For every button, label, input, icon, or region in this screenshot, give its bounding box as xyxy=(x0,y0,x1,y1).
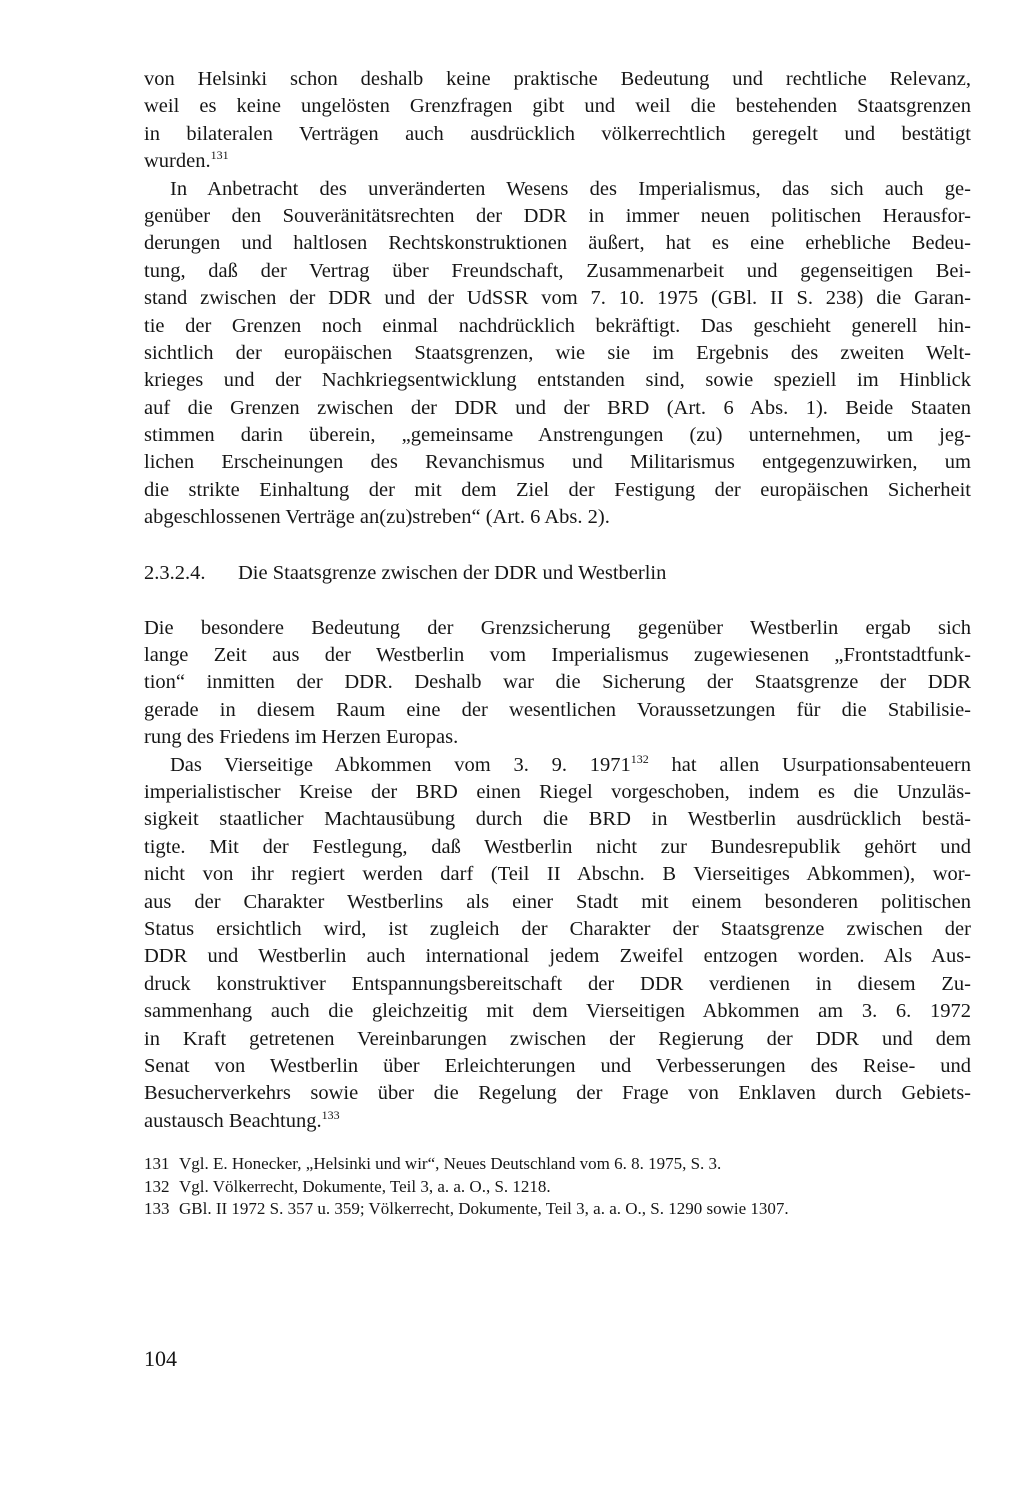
text-line xyxy=(144,752,971,779)
text-fragment: wurden. xyxy=(144,150,211,173)
text-line xyxy=(144,148,971,175)
text-line: aus der Charakter Westberlins als einer Stadt mit einem besonderen politischen xyxy=(144,890,971,913)
footnote-ref-133: 133 xyxy=(321,1107,340,1122)
section-title: Die Staatsgrenze zwischen der DDR und Westberlin xyxy=(238,561,667,584)
text-line: derungen und haltlosen Rechtskonstruktionen äußert, hat es eine erhebliche Bedeu- xyxy=(144,232,971,255)
text-line: weil es keine ungelösten Grenzfragen gibt und weil die bestehenden Staatsgrenzen xyxy=(144,95,971,118)
text-line: rung des Friedens im Herzen Europas. xyxy=(144,726,459,749)
text-line: sigkeit staatlicher Machtausübung durch die BRD in Westberlin ausdrücklich bestä- xyxy=(144,808,971,831)
text-line: lichen Erscheinungen des Revanchismus und Militarismus entgegenzuwirken, um xyxy=(144,451,971,474)
text-line: sichtlich der europäischen Staatsgrenzen, wie sie im Ergebnis des zweiten Welt- xyxy=(144,341,971,364)
text-line: in Kraft getretenen Vereinbarungen zwischen der Regierung der DDR und dem xyxy=(144,1027,971,1050)
text-line: stand zwischen der DDR und der UdSSR vom 7. 10. 1975 (GBl. II S. 238) die Garan- xyxy=(144,287,971,310)
text-line: DDR und Westberlin auch international jedem Zweifel entzogen worden. Als Aus- xyxy=(144,945,971,968)
footnote-132 xyxy=(144,1176,971,1199)
footnotes xyxy=(144,1153,971,1221)
text-line: tigte. Mit der Festlegung, daß Westberlin nicht zur Bundesrepublik gehört und xyxy=(144,835,971,858)
footnote-133 xyxy=(144,1198,971,1221)
text-line: Besucherverkehrs sowie über die Regelung der Frage von Enklaven durch Gebiets- xyxy=(144,1082,971,1105)
text-line: Die besondere Bedeutung der Grenzsicherung gegenüber Westberlin ergab sich xyxy=(144,616,971,639)
page-body xyxy=(144,66,971,1221)
paragraph-3 xyxy=(144,615,971,752)
text-line: auf die Grenzen zwischen der DDR und der BRD (Art. 6 Abs. 1). Beide Staaten xyxy=(144,396,971,419)
text-line: gerade in diesem Raum eine der wesentlichen Voraussetzungen für die Stabilisie- xyxy=(144,698,971,721)
footnote-ref-131: 131 xyxy=(210,148,229,163)
footnote-131 xyxy=(144,1153,971,1176)
footnote-text: Vgl. E. Honecker, „Helsinki und wir“, Neues Deutschland vom 6. 8. 1975, S. 3. xyxy=(179,1154,722,1174)
footnote-number: 133 xyxy=(144,1199,170,1219)
footnote-number: 131 xyxy=(144,1154,170,1174)
text-line: von Helsinki schon deshalb keine praktische Bedeutung und rechtliche Relevanz, xyxy=(144,68,971,90)
text-fragment: hat allen Usurpationsabenteuern xyxy=(648,753,971,776)
text-line: die strikte Einhaltung der mit dem Ziel der Festigung der europäischen Sicherheit xyxy=(144,478,971,501)
text-fragment: austausch Beachtung. xyxy=(144,1109,322,1132)
text-line: imperialistischer Kreise der BRD einen Riegel vorgeschoben, indem es die Unzuläs- xyxy=(144,780,971,803)
text-line: nicht von ihr regiert werden darf (Teil II Abschn. B Vierseitiges Abkommen), wor- xyxy=(144,863,971,886)
text-line: krieges und der Nachkriegsentwicklung entstanden sind, sowie speziell im Hinblick xyxy=(144,369,971,392)
text-line: tion“ inmitten der DDR. Deshalb war die Sicherung der Staatsgrenze der DDR xyxy=(144,671,971,694)
text-line: genüber den Souveränitätsrechten der DDR in immer neuen politischen Herausfor- xyxy=(144,204,971,227)
text-line: stimmen darin überein, „gemeinsame Anstrengungen (zu) unternehmen, um jeg- xyxy=(144,424,971,447)
paragraph-1 xyxy=(144,66,971,176)
text-line: in bilateralen Verträgen auch ausdrücklich völkerrechtlich geregelt und bestätigt xyxy=(144,122,971,145)
section-heading xyxy=(144,560,971,587)
page-number: 104 xyxy=(144,1346,177,1371)
footnote-text: GBl. II 1972 S. 357 u. 359; Völkerrecht, Dokumente, Teil 3, a. a. O., S. 1290 sowie 1307. xyxy=(179,1199,789,1219)
text-fragment: Das Vierseitige Abkommen vom 3. 9. 1971 xyxy=(170,753,631,776)
text-line: druck konstruktiver Entspannungsbereitschaft der DDR verdienen in diesem Zu- xyxy=(144,972,971,995)
text-line: lange Zeit aus der Westberlin vom Imperialismus zugewiesenen „Frontstadtfunk- xyxy=(144,644,971,667)
paragraph-4 xyxy=(144,752,971,1135)
text-line: In Anbetracht des unveränderten Wesens des Imperialismus, das sich auch ge- xyxy=(170,177,971,200)
text-line: tie der Grenzen noch einmal nachdrücklich bekräftigt. Das geschieht generell hin- xyxy=(144,314,971,337)
footnote-text: Vgl. Völkerrecht, Dokumente, Teil 3, a. a. O., S. 1218. xyxy=(179,1176,551,1196)
paragraph-2 xyxy=(144,176,971,532)
text-line xyxy=(144,1108,971,1135)
text-line: Senat von Westberlin über Erleichterungen und Verbesserungen des Reise- und xyxy=(144,1054,971,1077)
footnote-number: 132 xyxy=(144,1176,170,1196)
text-line: sammenhang auch die gleichzeitig mit dem Vierseitigen Abkommen am 3. 6. 1972 xyxy=(144,1000,971,1023)
text-line: tung, daß der Vertrag über Freundschaft, Zusammenarbeit und gegenseitigen Bei- xyxy=(144,259,971,282)
section-number: 2.3.2.4. xyxy=(144,561,206,584)
text-line: abgeschlossenen Verträge an(zu)streben“ (Art. 6 Abs. 2). xyxy=(144,506,610,529)
footnote-ref-132: 132 xyxy=(630,751,649,766)
text-line: Status ersichtlich wird, ist zugleich der Charakter der Staatsgrenze zwischen der xyxy=(144,917,971,940)
